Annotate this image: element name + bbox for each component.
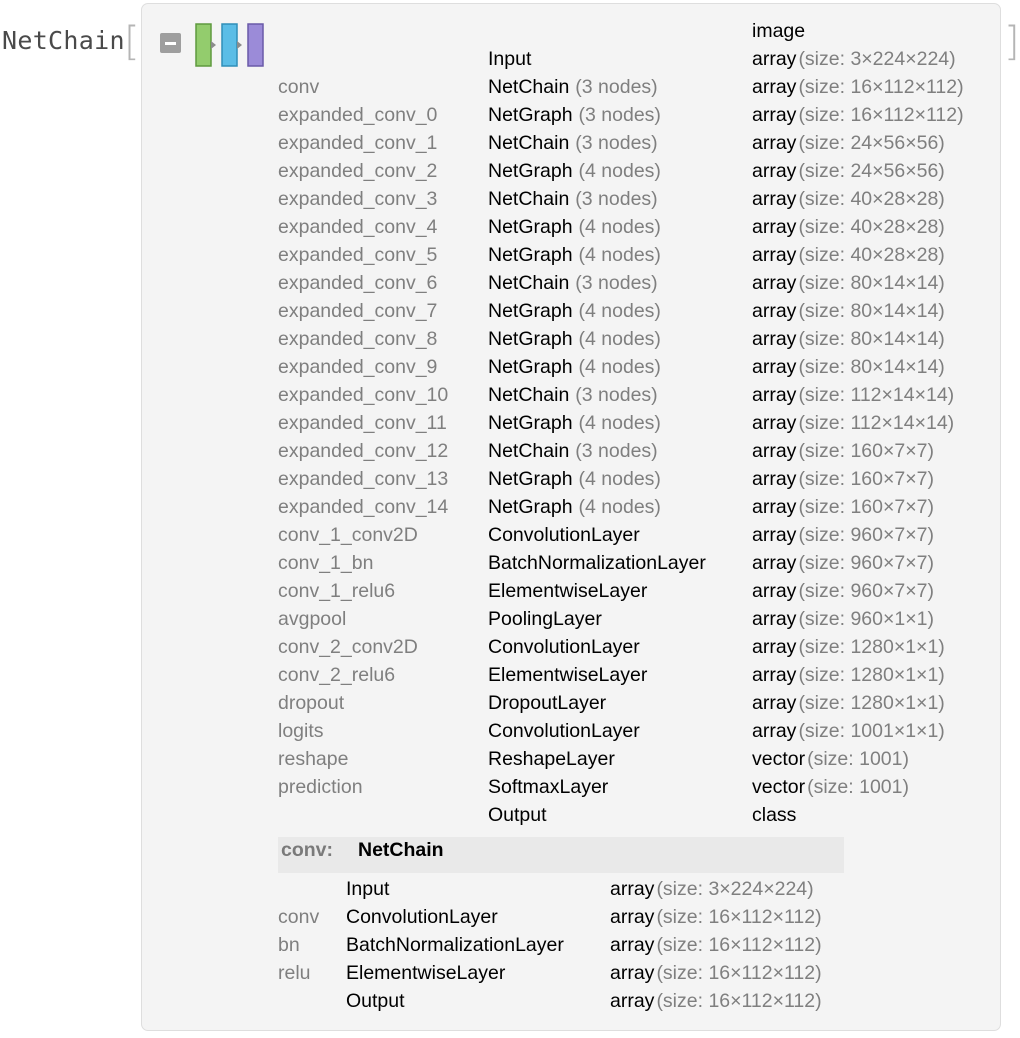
layer-type[interactable] (488, 381, 658, 409)
shape-size: (size: 960×7×7) (798, 580, 934, 602)
shape-kind: array (752, 216, 797, 238)
shape-size: (size: 80×14×14) (798, 328, 945, 350)
layer-node-count: (4 nodes) (578, 244, 661, 266)
shape-size: (size: 16×112×112) (656, 906, 822, 928)
layer-row (0, 661, 1000, 689)
layer-row (0, 577, 1000, 605)
shape-kind: array (752, 468, 797, 490)
layer-type[interactable] (488, 185, 658, 213)
shape-size: (size: 80×14×14) (798, 272, 945, 294)
layer-type-label: ReshapeLayer (488, 748, 615, 770)
layer-type-label: NetGraph (488, 160, 573, 182)
sub-layer-output-shape (610, 931, 822, 959)
shape-size: (size: 80×14×14) (798, 300, 945, 322)
layer-row (0, 269, 1000, 297)
layer-name: conv_2_conv2D (278, 636, 418, 658)
shape-kind: image (752, 20, 806, 42)
layer-node-count: (3 nodes) (575, 76, 658, 98)
layer-node-count: (3 nodes) (575, 384, 658, 406)
sub-layer-row (0, 931, 1000, 959)
sub-layer-output-shape (610, 959, 822, 987)
shape-kind: array (752, 552, 797, 574)
layer-row (0, 465, 1000, 493)
layer-type[interactable] (488, 73, 658, 101)
layer-row (0, 325, 1000, 353)
layer-type-label: ElementwiseLayer (488, 664, 648, 686)
layer-row (0, 549, 1000, 577)
expression-head: NetChain (2, 26, 125, 55)
shape-size: (size: 960×7×7) (798, 524, 934, 546)
layer-name: expanded_conv_3 (278, 188, 438, 210)
layer-output-shape (752, 241, 945, 269)
shape-size: (size: 1280×1×1) (798, 636, 945, 658)
layer-output-shape (752, 689, 945, 717)
shape-size: (size: 112×14×14) (798, 412, 955, 434)
layer-type-label: Input (488, 48, 532, 70)
layer-type[interactable] (488, 577, 647, 605)
shape-kind: array (752, 496, 797, 518)
shape-kind: array (752, 412, 797, 434)
layer-type[interactable] (488, 661, 647, 689)
shape-kind: array (752, 76, 797, 98)
shape-size: (size: 960×1×1) (798, 608, 934, 630)
shape-kind: array (752, 524, 797, 546)
shape-kind: array (752, 272, 797, 294)
layer-type[interactable] (488, 213, 661, 241)
layer-type-label: NetChain (488, 132, 570, 154)
layer-row (0, 521, 1000, 549)
layer-node-count: (4 nodes) (578, 216, 661, 238)
layer-type-label: NetChain (488, 188, 570, 210)
sub-layer-type[interactable]: BatchNormalizationLayer (346, 934, 564, 956)
shape-size: (size: 16×112×112) (656, 990, 822, 1012)
layer-output-shape (752, 717, 945, 745)
shape-kind: array (610, 878, 655, 900)
layer-node-count: (3 nodes) (575, 132, 658, 154)
layer-type[interactable] (488, 773, 608, 801)
shape-kind: array (752, 720, 797, 742)
shape-size: (size: 16×112×112) (798, 104, 964, 126)
layer-output-shape (752, 801, 796, 829)
layer-type-label: NetGraph (488, 104, 573, 126)
layer-type[interactable] (488, 297, 661, 325)
layer-type[interactable] (488, 353, 661, 381)
layer-output-shape (752, 157, 945, 185)
layer-name: expanded_conv_13 (278, 468, 449, 490)
layer-output-shape (752, 213, 945, 241)
layer-output-shape (752, 605, 934, 633)
layer-node-count: (4 nodes) (578, 300, 661, 322)
layer-output-shape (752, 493, 934, 521)
sub-layer-type[interactable]: ElementwiseLayer (346, 962, 506, 984)
layer-output-shape (752, 73, 964, 101)
layer-type-label: NetGraph (488, 356, 573, 378)
layer-name: conv_1_bn (278, 552, 374, 574)
layer-node-count: (4 nodes) (578, 328, 661, 350)
layer-row (0, 801, 1000, 829)
layer-type-label: NetGraph (488, 216, 573, 238)
layer-name: expanded_conv_7 (278, 300, 438, 322)
layer-type[interactable] (488, 157, 661, 185)
shape-kind: array (752, 328, 797, 350)
shape-kind: array (752, 636, 797, 658)
layer-type[interactable] (488, 605, 602, 633)
layer-name: conv_2_relu6 (278, 664, 396, 686)
layer-output-shape (752, 185, 945, 213)
layer-output-shape (752, 297, 945, 325)
layer-output-shape (752, 101, 964, 129)
layer-row (0, 605, 1000, 633)
shape-kind: array (610, 906, 655, 928)
shape-kind: array (610, 990, 655, 1012)
layer-name: expanded_conv_5 (278, 244, 438, 266)
layer-name: conv (278, 76, 320, 98)
layer-name: reshape (278, 748, 349, 770)
layer-row (0, 745, 1000, 773)
layer-name: conv_1_relu6 (278, 580, 396, 602)
shape-size: (size: 1280×1×1) (798, 692, 945, 714)
shape-size: (size: 24×56×56) (798, 160, 945, 182)
layer-output-shape (752, 661, 945, 689)
layer-node-count: (4 nodes) (578, 356, 661, 378)
layer-type[interactable] (488, 269, 658, 297)
layer-name: expanded_conv_2 (278, 160, 438, 182)
shape-kind: array (752, 384, 797, 406)
sub-layer-output-shape (610, 903, 822, 931)
shape-size: (size: 16×112×112) (656, 962, 822, 984)
layer-type[interactable] (488, 325, 661, 353)
shape-kind: array (752, 664, 797, 686)
layer-type[interactable] (488, 465, 661, 493)
layer-name: expanded_conv_10 (278, 384, 449, 406)
layer-node-count: (4 nodes) (578, 468, 661, 490)
layer-row (0, 241, 1000, 269)
layer-type-label: Output (488, 804, 547, 826)
layer-type[interactable] (488, 689, 606, 717)
shape-size: (size: 1001×1×1) (798, 720, 945, 742)
sub-layer-row (0, 875, 1000, 903)
shape-kind: array (752, 608, 797, 630)
shape-size: (size: 160×7×7) (798, 468, 934, 490)
layer-node-count: (3 nodes) (575, 440, 658, 462)
layer-type-label: NetGraph (488, 412, 573, 434)
sub-layer-row (0, 987, 1000, 1015)
layer-type[interactable] (488, 45, 531, 73)
layer-name: expanded_conv_9 (278, 356, 438, 378)
layer-name: expanded_conv_4 (278, 216, 438, 238)
layer-node-count: (4 nodes) (578, 496, 661, 518)
layer-row (0, 493, 1000, 521)
layer-type-label: NetChain (488, 440, 570, 462)
layer-type-label: NetGraph (488, 300, 573, 322)
layer-row (0, 353, 1000, 381)
layer-name: expanded_conv_1 (278, 132, 438, 154)
sub-layer-type[interactable]: ConvolutionLayer (346, 906, 498, 928)
layer-type[interactable] (488, 101, 661, 129)
layer-type-label: ElementwiseLayer (488, 580, 648, 602)
layer-type[interactable] (488, 717, 640, 745)
close-bracket: ] (1004, 19, 1020, 65)
layer-type-label: NetChain (488, 384, 570, 406)
sub-layer-row (0, 903, 1000, 931)
layer-name: expanded_conv_14 (278, 496, 449, 518)
layer-node-count: (4 nodes) (578, 412, 661, 434)
layer-output-shape (752, 129, 945, 157)
shape-kind: array (610, 962, 655, 984)
layer-node-count: (4 nodes) (578, 160, 661, 182)
shape-kind: array (752, 580, 797, 602)
layer-row (0, 633, 1000, 661)
layer-row (0, 17, 1000, 45)
shape-kind: array (752, 132, 797, 154)
layer-output-shape (752, 633, 945, 661)
layer-type[interactable] (488, 493, 661, 521)
shape-size: (size: 80×14×14) (798, 356, 945, 378)
layer-name: expanded_conv_12 (278, 440, 449, 462)
layer-node-count: (3 nodes) (578, 104, 661, 126)
shape-size: (size: 24×56×56) (798, 132, 945, 154)
sub-chain-header[interactable] (278, 837, 844, 873)
layer-node-count: (3 nodes) (575, 188, 658, 210)
layer-output-shape (752, 437, 934, 465)
layer-type-label: NetGraph (488, 328, 573, 350)
layer-row (0, 73, 1000, 101)
layer-output-shape (752, 17, 805, 45)
layer-name: logits (278, 720, 324, 742)
layer-type-label: ConvolutionLayer (488, 720, 640, 742)
layer-output-shape (752, 353, 945, 381)
shape-size: (size: 3×224×224) (656, 878, 814, 900)
layer-name: avgpool (278, 608, 347, 630)
layer-type[interactable] (488, 521, 640, 549)
shape-size: (size: 160×7×7) (798, 440, 934, 462)
layer-type-label: ConvolutionLayer (488, 636, 640, 658)
shape-size: (size: 40×28×28) (798, 188, 945, 210)
layer-row (0, 437, 1000, 465)
layer-name: dropout (278, 692, 345, 714)
shape-size: (size: 112×14×14) (798, 384, 955, 406)
layer-output-shape (752, 773, 909, 801)
layer-type-label: NetChain (488, 272, 570, 294)
sub-layer-type[interactable]: Input (346, 878, 390, 900)
layer-name: conv_1_conv2D (278, 524, 418, 546)
layer-output-shape (752, 325, 945, 353)
layer-type-label: NetGraph (488, 244, 573, 266)
layer-type-label: DropoutLayer (488, 692, 607, 714)
layer-output-shape (752, 381, 954, 409)
sub-layer-name: bn (278, 934, 300, 956)
layer-type-label: BatchNormalizationLayer (488, 552, 706, 574)
layer-name: prediction (278, 776, 363, 798)
shape-size: (size: 40×28×28) (798, 216, 945, 238)
shape-kind: array (610, 934, 655, 956)
layer-type[interactable] (488, 549, 706, 577)
layer-row (0, 45, 1000, 73)
layer-output-shape (752, 577, 934, 605)
layer-row (0, 129, 1000, 157)
shape-size: (size: 960×7×7) (798, 552, 934, 574)
sub-layer-type[interactable]: Output (346, 990, 405, 1012)
layer-row (0, 157, 1000, 185)
layer-row (0, 773, 1000, 801)
layer-name: expanded_conv_11 (278, 412, 447, 434)
layer-type-label: ConvolutionLayer (488, 524, 640, 546)
layer-type-label: PoolingLayer (488, 608, 602, 630)
open-bracket: [ (124, 19, 140, 65)
shape-size: (size: 16×112×112) (798, 76, 964, 98)
layer-type[interactable] (488, 633, 640, 661)
shape-kind: array (752, 440, 797, 462)
shape-kind: array (752, 188, 797, 210)
sub-layer-output-shape (610, 987, 822, 1015)
shape-kind: array (752, 300, 797, 322)
shape-size: (size: 1280×1×1) (798, 664, 945, 686)
shape-kind: array (752, 356, 797, 378)
sub-layer-row (0, 959, 1000, 987)
layer-row (0, 689, 1000, 717)
layer-name: expanded_conv_0 (278, 104, 438, 126)
layer-output-shape (752, 45, 956, 73)
layer-row (0, 381, 1000, 409)
layer-output-shape (752, 745, 909, 773)
shape-kind: class (752, 804, 797, 826)
sub-chain-label: conv: (281, 839, 334, 861)
layer-row (0, 185, 1000, 213)
layer-output-shape (752, 549, 934, 577)
shape-kind: array (752, 160, 797, 182)
sub-chain-type: NetChain (358, 839, 444, 861)
layer-output-shape (752, 521, 934, 549)
shape-size: (size: 160×7×7) (798, 496, 934, 518)
layer-name: expanded_conv_8 (278, 328, 438, 350)
shape-size: (size: 3×224×224) (798, 48, 956, 70)
layer-row (0, 213, 1000, 241)
layer-type-label: NetChain (488, 76, 570, 98)
shape-size: (size: 1001) (807, 776, 909, 798)
shape-kind: vector (752, 776, 806, 798)
layer-row (0, 409, 1000, 437)
layer-type[interactable] (488, 801, 547, 829)
shape-size: (size: 40×28×28) (798, 244, 945, 266)
layer-type[interactable] (488, 129, 658, 157)
layer-node-count: (3 nodes) (575, 272, 658, 294)
layer-row (0, 101, 1000, 129)
layer-row (0, 717, 1000, 745)
shape-kind: array (752, 244, 797, 266)
layer-type[interactable] (488, 437, 658, 465)
layer-output-shape (752, 465, 934, 493)
sub-layer-name: relu (278, 962, 311, 984)
sub-layer-name: conv (278, 906, 320, 928)
layer-type[interactable] (488, 241, 661, 269)
layer-row (0, 297, 1000, 325)
shape-kind: vector (752, 748, 806, 770)
shape-kind: array (752, 104, 797, 126)
shape-size: (size: 1001) (807, 748, 909, 770)
layer-type[interactable] (488, 409, 661, 437)
shape-kind: array (752, 692, 797, 714)
layer-output-shape (752, 409, 954, 437)
layer-type-label: SoftmaxLayer (488, 776, 609, 798)
layer-name: expanded_conv_6 (278, 272, 438, 294)
shape-size: (size: 16×112×112) (656, 934, 822, 956)
layer-type-label: NetGraph (488, 496, 573, 518)
shape-kind: array (752, 48, 797, 70)
layer-type-label: NetGraph (488, 468, 573, 490)
sub-layer-output-shape (610, 875, 814, 903)
layer-type[interactable] (488, 745, 615, 773)
layer-output-shape (752, 269, 945, 297)
